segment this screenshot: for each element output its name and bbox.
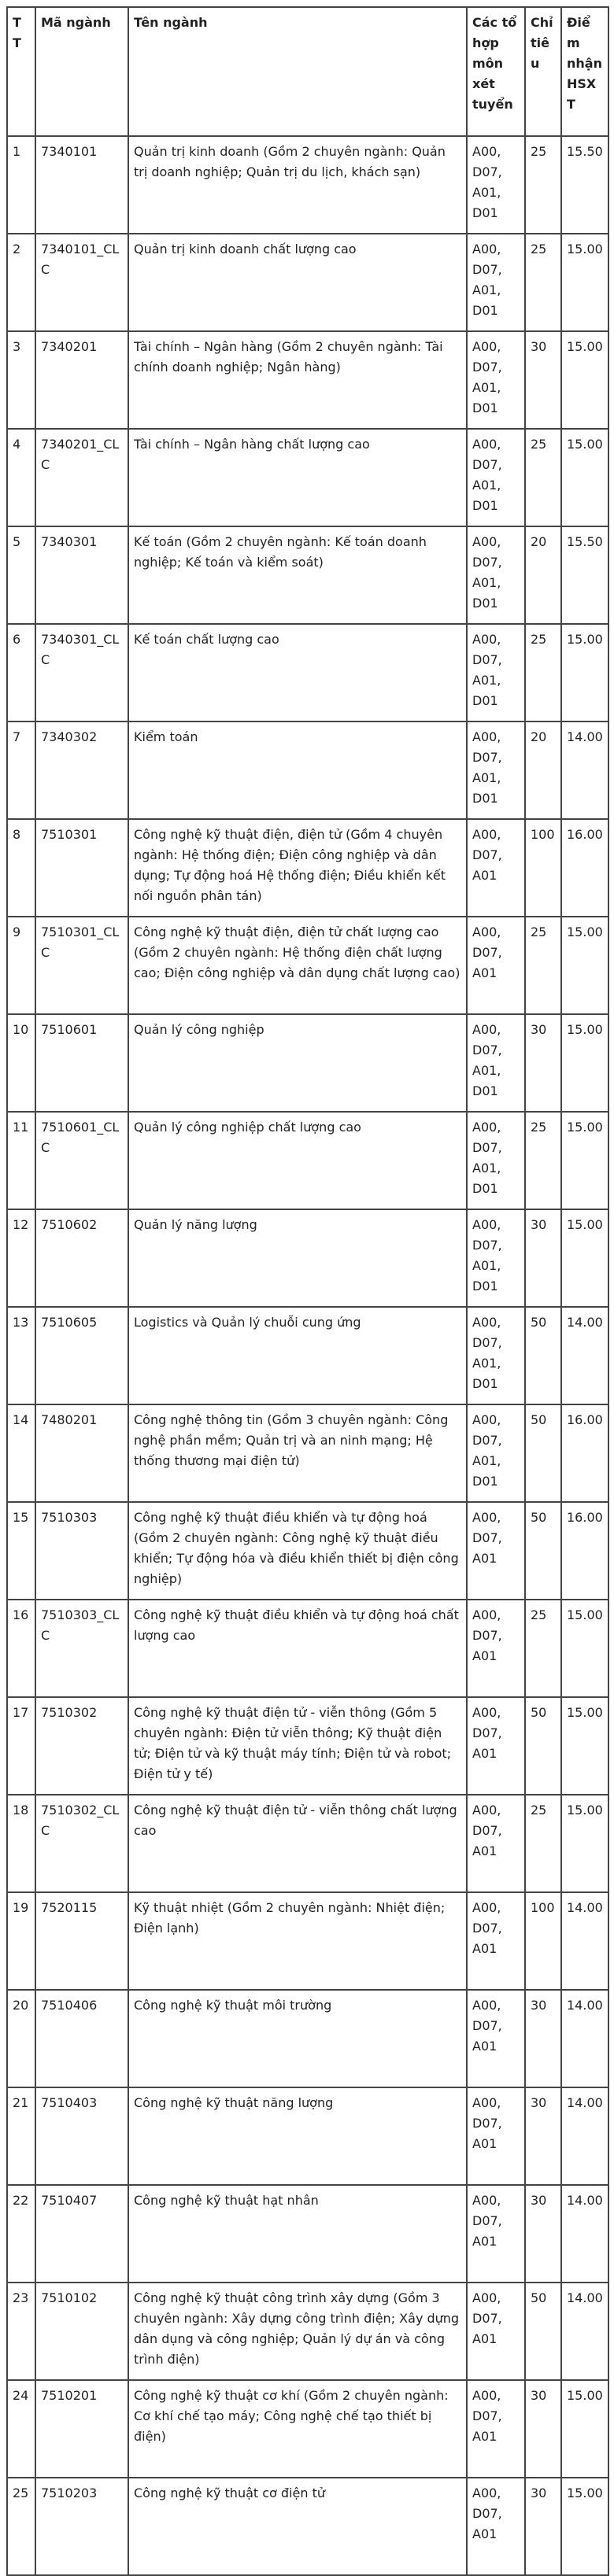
cell-tt: 13 [7,1307,35,1404]
cell-to-hop: A00, D07, A01 [467,1600,525,1697]
cell-tt: 17 [7,1697,35,1795]
cell-ma-nganh: 7510302 [35,1697,128,1795]
cell-diem: 15.50 [561,136,608,234]
cell-tt: 10 [7,1014,35,1112]
cell-chi-tieu: 25 [525,136,561,234]
cell-diem: 14.00 [561,2185,608,2283]
table-row [7,722,608,819]
cell-to-hop: A00, D07, A01 [467,819,525,917]
cell-chi-tieu: 30 [525,1990,561,2087]
cell-ten-nganh: Quản trị kinh doanh (Gồm 2 chuyên ngành: Quản trị doanh nghiệp; Quản trị du lịch, khách sạn) [128,136,467,234]
table-row [7,1892,608,1990]
header-to-hop: Các tổ hợp môn xét tuyển [467,7,525,136]
cell-to-hop: A00, D07, A01, D01 [467,1112,525,1209]
cell-ten-nganh: Kỹ thuật nhiệt (Gồm 2 chuyên ngành: Nhiệt điện; Điện lạnh) [128,1892,467,1990]
table-row [7,624,608,722]
cell-tt: 11 [7,1112,35,1209]
cell-tt: 20 [7,1990,35,2087]
cell-ma-nganh: 7340201_CLC [35,429,128,526]
cell-to-hop: A00, D07, A01 [467,1795,525,1892]
table-row [7,1307,608,1404]
cell-to-hop: A00, D07, A01, D01 [467,722,525,819]
cell-diem: 16.00 [561,1502,608,1600]
cell-ma-nganh: 7510407 [35,2185,128,2283]
table-row [7,331,608,429]
table-row [7,1209,608,1307]
table-row [7,136,608,234]
cell-ten-nganh: Công nghệ kỹ thuật công trình xây dựng (Gồm 3 chuyên ngành: Xây dựng công trình điện; Xây dựng dân dụng và công nghiệp; Quản lý dự án và công trình điện) [128,2283,467,2380]
cell-tt: 5 [7,526,35,624]
cell-chi-tieu: 30 [525,1209,561,1307]
cell-ma-nganh: 7510303_CLC [35,1600,128,1697]
cell-ten-nganh: Kiểm toán [128,722,467,819]
cell-ten-nganh: Công nghệ kỹ thuật môi trường [128,1990,467,2087]
cell-ten-nganh: Công nghệ kỹ thuật điện, điện tử (Gồm 4 chuyên ngành: Hệ thống điện; Điện công nghiệp và dân dụng; Tự động hoá Hệ thống điện; Điều khiển kết nối nguồn phân tán) [128,819,467,917]
table-row [7,1014,608,1112]
table-row [7,1795,608,1892]
cell-to-hop: A00, D07, A01, D01 [467,429,525,526]
cell-chi-tieu: 25 [525,1600,561,1697]
cell-ma-nganh: 7340302 [35,722,128,819]
cell-ten-nganh: Quản lý công nghiệp chất lượng cao [128,1112,467,1209]
cell-diem: 14.00 [561,722,608,819]
cell-tt: 24 [7,2380,35,2478]
cell-diem: 16.00 [561,1404,608,1502]
cell-chi-tieu: 30 [525,2380,561,2478]
header-tt: TT [7,7,35,136]
table-row [7,917,608,1014]
cell-ma-nganh: 7510602 [35,1209,128,1307]
cell-diem: 15.00 [561,2380,608,2478]
table-row [7,526,608,624]
cell-diem: 15.00 [561,234,608,331]
cell-ma-nganh: 7340301 [35,526,128,624]
cell-tt: 1 [7,136,35,234]
cell-diem: 15.00 [561,917,608,1014]
admission-table [6,6,609,2576]
cell-to-hop: A00, D07, A01 [467,1502,525,1600]
cell-chi-tieu: 100 [525,1892,561,1990]
cell-to-hop: A00, D07, A01, D01 [467,624,525,722]
cell-chi-tieu: 50 [525,1502,561,1600]
cell-ma-nganh: 7510601_CLC [35,1112,128,1209]
cell-ten-nganh: Quản trị kinh doanh chất lượng cao [128,234,467,331]
cell-chi-tieu: 50 [525,2283,561,2380]
header-ma-nganh: Mã ngành [35,7,128,136]
cell-tt: 22 [7,2185,35,2283]
header-ten-nganh: Tên ngành [128,7,467,136]
cell-chi-tieu: 25 [525,917,561,1014]
cell-tt: 16 [7,1600,35,1697]
table-body [7,136,608,2575]
cell-to-hop: A00, D07, A01, D01 [467,136,525,234]
table-row [7,1112,608,1209]
cell-ma-nganh: 7510605 [35,1307,128,1404]
cell-diem: 15.00 [561,2478,608,2575]
cell-diem: 15.00 [561,429,608,526]
cell-diem: 15.00 [561,1112,608,1209]
cell-tt: 6 [7,624,35,722]
cell-diem: 16.00 [561,819,608,917]
table-header [7,7,608,136]
table-row [7,2478,608,2575]
cell-ten-nganh: Công nghệ kỹ thuật hạt nhân [128,2185,467,2283]
table-row [7,429,608,526]
header-chi-tieu: Chỉ tiêu [525,7,561,136]
cell-ten-nganh: Quản lý năng lượng [128,1209,467,1307]
cell-tt: 2 [7,234,35,331]
cell-chi-tieu: 20 [525,722,561,819]
cell-tt: 14 [7,1404,35,1502]
cell-diem: 15.00 [561,1795,608,1892]
cell-ma-nganh: 7340101 [35,136,128,234]
table-row [7,2087,608,2185]
cell-chi-tieu: 30 [525,2087,561,2185]
cell-to-hop: A00, D07, A01, D01 [467,1307,525,1404]
cell-diem: 15.00 [561,1600,608,1697]
cell-ten-nganh: Tài chính – Ngân hàng (Gồm 2 chuyên ngành: Tài chính doanh nghiệp; Ngân hàng) [128,331,467,429]
cell-chi-tieu: 25 [525,429,561,526]
table-row [7,2283,608,2380]
cell-diem: 14.00 [561,2283,608,2380]
cell-ma-nganh: 7480201 [35,1404,128,1502]
cell-ma-nganh: 7510201 [35,2380,128,2478]
cell-diem: 15.00 [561,1209,608,1307]
cell-chi-tieu: 30 [525,1014,561,1112]
cell-tt: 3 [7,331,35,429]
cell-to-hop: A00, D07, A01, D01 [467,1014,525,1112]
table-row [7,234,608,331]
table-row [7,1502,608,1600]
cell-tt: 18 [7,1795,35,1892]
cell-ten-nganh: Công nghệ kỹ thuật điện, điện tử chất lượng cao (Gồm 2 chuyên ngành: Hệ thống điện chất lượng cao; Điện công nghiệp và dân dụng chất lượng cao) [128,917,467,1014]
cell-diem: 15.00 [561,624,608,722]
cell-to-hop: A00, D07, A01 [467,2087,525,2185]
cell-to-hop: A00, D07, A01, D01 [467,526,525,624]
cell-ten-nganh: Công nghệ kỹ thuật điều khiển và tự động hoá (Gồm 2 chuyên ngành: Công nghệ kỹ thuật điều khiển; Tự động hóa và điều khiển thiết bị điện công nghiệp) [128,1502,467,1600]
cell-to-hop: A00, D07, A01 [467,1892,525,1990]
cell-to-hop: A00, D07, A01, D01 [467,234,525,331]
table-row [7,1404,608,1502]
cell-tt: 25 [7,2478,35,2575]
cell-ten-nganh: Tài chính – Ngân hàng chất lượng cao [128,429,467,526]
cell-to-hop: A00, D07, A01 [467,2283,525,2380]
header-row [7,7,608,136]
header-diem: Điểm nhận HSXT [561,7,608,136]
cell-to-hop: A00, D07, A01, D01 [467,331,525,429]
cell-tt: 15 [7,1502,35,1600]
cell-diem: 14.00 [561,2087,608,2185]
cell-ten-nganh: Công nghệ kỹ thuật điều khiển và tự động hoá chất lượng cao [128,1600,467,1697]
cell-to-hop: A00, D07, A01, D01 [467,1209,525,1307]
cell-ma-nganh: 7510302_CLC [35,1795,128,1892]
table-row [7,1697,608,1795]
cell-ma-nganh: 7510301_CLC [35,917,128,1014]
cell-to-hop: A00, D07, A01 [467,1990,525,2087]
cell-ma-nganh: 7510301 [35,819,128,917]
cell-chi-tieu: 30 [525,2478,561,2575]
cell-ten-nganh: Quản lý công nghiệp [128,1014,467,1112]
cell-chi-tieu: 30 [525,331,561,429]
table-row [7,1990,608,2087]
cell-chi-tieu: 50 [525,1697,561,1795]
cell-ma-nganh: 7510403 [35,2087,128,2185]
cell-chi-tieu: 25 [525,234,561,331]
cell-ten-nganh: Công nghệ kỹ thuật điện tử - viễn thông chất lượng cao [128,1795,467,1892]
table-row [7,1600,608,1697]
table-row [7,2185,608,2283]
cell-to-hop: A00, D07, A01 [467,917,525,1014]
cell-ten-nganh: Công nghệ kỹ thuật cơ điện tử [128,2478,467,2575]
cell-to-hop: A00, D07, A01 [467,1697,525,1795]
cell-chi-tieu: 30 [525,2185,561,2283]
cell-ma-nganh: 7510406 [35,1990,128,2087]
cell-diem: 15.00 [561,1697,608,1795]
cell-chi-tieu: 25 [525,624,561,722]
cell-ma-nganh: 7510203 [35,2478,128,2575]
cell-tt: 8 [7,819,35,917]
cell-ten-nganh: Công nghệ thông tin (Gồm 3 chuyên ngành: Công nghệ phần mềm; Quản trị và an ninh mạng; Hệ thống thương mại điện tử) [128,1404,467,1502]
cell-tt: 12 [7,1209,35,1307]
cell-ma-nganh: 7340301_CLC [35,624,128,722]
cell-tt: 7 [7,722,35,819]
cell-chi-tieu: 25 [525,1795,561,1892]
cell-tt: 21 [7,2087,35,2185]
cell-to-hop: A00, D07, A01 [467,2478,525,2575]
cell-diem: 14.00 [561,1307,608,1404]
cell-diem: 15.00 [561,331,608,429]
cell-ma-nganh: 7510102 [35,2283,128,2380]
cell-ma-nganh: 7510601 [35,1014,128,1112]
cell-to-hop: A00, D07, A01, D01 [467,1404,525,1502]
cell-chi-tieu: 100 [525,819,561,917]
cell-diem: 15.00 [561,1014,608,1112]
cell-ma-nganh: 7520115 [35,1892,128,1990]
table-row [7,2380,608,2478]
cell-tt: 4 [7,429,35,526]
cell-ten-nganh: Công nghệ kỹ thuật năng lượng [128,2087,467,2185]
cell-ma-nganh: 7340201 [35,331,128,429]
cell-tt: 9 [7,917,35,1014]
cell-chi-tieu: 20 [525,526,561,624]
cell-chi-tieu: 25 [525,1112,561,1209]
cell-ten-nganh: Công nghệ kỹ thuật cơ khí (Gồm 2 chuyên ngành: Cơ khí chế tạo máy; Công nghệ chế tạo thiết bị điện) [128,2380,467,2478]
cell-chi-tieu: 50 [525,1404,561,1502]
cell-diem: 15.50 [561,526,608,624]
cell-ten-nganh: Công nghệ kỹ thuật điện tử - viễn thông (Gồm 5 chuyên ngành: Điện tử viễn thông; Kỹ thuật điện tử; Điện tử và kỹ thuật máy tính; Điện tử và robot; Điện tử y tế) [128,1697,467,1795]
cell-ten-nganh: Kế toán (Gồm 2 chuyên ngành: Kế toán doanh nghiệp; Kế toán và kiểm soát) [128,526,467,624]
cell-ten-nganh: Kế toán chất lượng cao [128,624,467,722]
cell-ma-nganh: 7510303 [35,1502,128,1600]
cell-diem: 14.00 [561,1892,608,1990]
cell-to-hop: A00, D07, A01 [467,2185,525,2283]
cell-ma-nganh: 7340101_CLC [35,234,128,331]
cell-diem: 14.00 [561,1990,608,2087]
cell-ten-nganh: Logistics và Quản lý chuỗi cung ứng [128,1307,467,1404]
cell-chi-tieu: 50 [525,1307,561,1404]
table-row [7,819,608,917]
cell-tt: 19 [7,1892,35,1990]
cell-to-hop: A00, D07, A01 [467,2380,525,2478]
cell-tt: 23 [7,2283,35,2380]
